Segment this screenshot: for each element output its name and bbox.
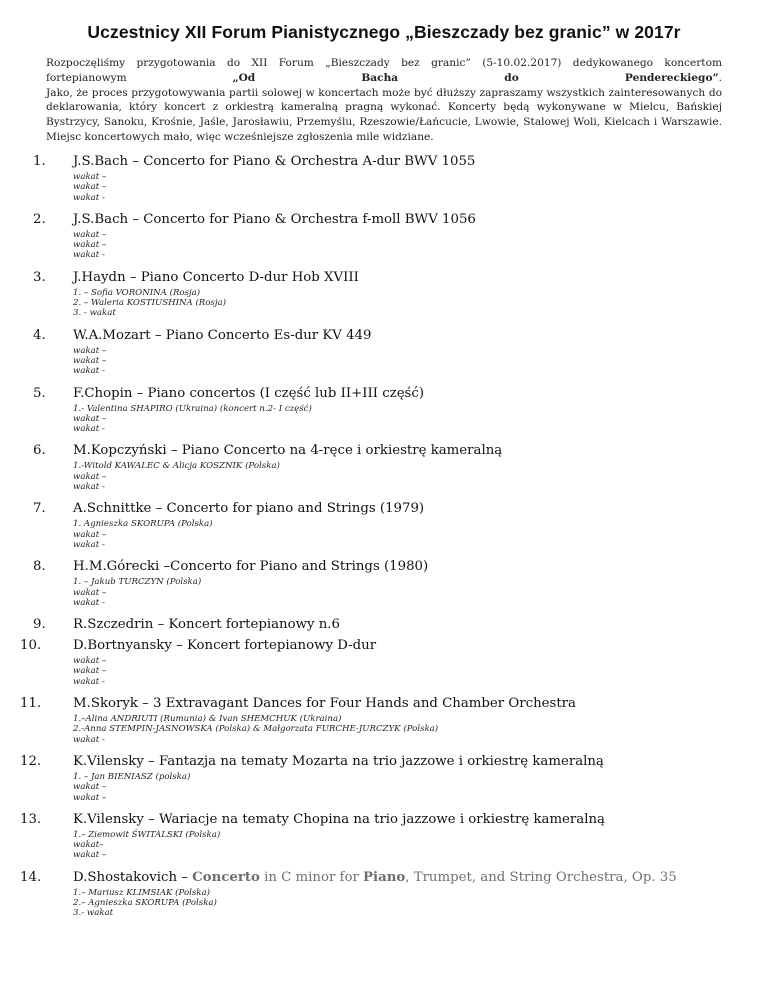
concert-item-number: 11. (20, 696, 42, 712)
participant-entry: 2. – Waleria KOSTIUSHINA (Rosja) (73, 298, 226, 309)
participant-entry: wakat – (73, 850, 107, 861)
concert-item-number: 7. (33, 501, 46, 517)
concert-item-heading (0, 209, 768, 230)
concert-item-number: 9. (33, 617, 46, 633)
participant-entry: 1. – Sofia VORONINA (Rosja) (73, 287, 201, 298)
intro-p1-bold: „Od Bacha do Pendereckiego” (232, 71, 719, 84)
concert-item (0, 325, 768, 383)
concert-item-number: 10. (20, 638, 42, 654)
concert-item-heading (0, 556, 768, 577)
participant-entry: wakat– (73, 840, 104, 851)
concert-item-title-part: D.Shostakovich – (73, 869, 193, 885)
concert-item-title: R.Szczedrin – Koncert fortepianowy n.6 (73, 617, 340, 633)
participant-list (73, 519, 768, 556)
concert-item (0, 635, 768, 693)
page-title: Uczestnicy XII Forum Pianistycznego „Bieszczady bez granic” w 2017r (87, 22, 681, 42)
concert-item-number: 3. (33, 269, 46, 285)
participant-entry: 2.– Agnieszka SKORUPA (Polska) (73, 897, 217, 908)
participant-entry: 3.- wakat (73, 908, 114, 919)
concert-item-number: 14. (20, 869, 42, 885)
participant-entry: wakat – (73, 666, 107, 677)
participant-entry: wakat – (73, 172, 107, 182)
participant-list (73, 461, 768, 498)
concert-item-title: F.Chopin – Piano concertos (I część lub II+III część) (73, 385, 425, 401)
concert-item-heading (0, 267, 768, 288)
concert-item-number: 2. (33, 211, 46, 227)
intro-p1-end: . (718, 71, 722, 84)
participant-entry: wakat – (73, 529, 107, 540)
concert-item-number: 6. (33, 443, 46, 459)
concert-item (0, 267, 768, 325)
concert-item (0, 693, 768, 751)
concert-item (0, 151, 768, 209)
participant-entry: wakat - (73, 366, 105, 377)
participant-list (73, 230, 768, 267)
participant-list (73, 172, 768, 209)
intro-p1-start: Rozpoczęliśmy przygotowania do XII Forum „Bieszczady bez granic” (5-10.02.2017) dedykowanego koncertom fortepianowym (46, 57, 722, 84)
participant-entry: wakat – (73, 413, 107, 424)
participant-entry: wakat – (73, 345, 107, 356)
concert-item-title-part: Piano (363, 869, 406, 885)
participant-entry: wakat - (73, 250, 105, 261)
concert-item-number: 8. (33, 559, 46, 575)
participant-list (73, 656, 768, 693)
participant-entry: wakat – (73, 792, 107, 803)
concert-item (0, 556, 768, 614)
participant-entry: 1.– Ziemowit ŚWITALSKI (Polska) (73, 829, 221, 840)
participant-entry: 1. Agnieszka SKORUPA (Polska) (73, 519, 213, 530)
concert-item-title: D.Bortnyansky – Koncert fortepianowy D-dur (73, 638, 377, 654)
concert-item-heading (0, 809, 768, 830)
participant-list (73, 288, 768, 325)
concert-item (0, 751, 768, 809)
concert-item-heading (0, 867, 768, 888)
concert-item-heading (0, 325, 768, 346)
participant-list (73, 346, 768, 383)
participant-entry: 3. - wakat (73, 308, 116, 319)
concert-item-heading (0, 693, 768, 714)
participant-entry: wakat - (73, 482, 105, 493)
concert-item-title: K.Vilensky – Fantazja na tematy Mozarta na trio jazzowe i orkiestrę kameralną (73, 753, 604, 769)
participant-entry: wakat - (73, 192, 105, 203)
participant-entry: wakat – (73, 240, 107, 251)
concert-item-heading (0, 151, 768, 172)
concert-item (0, 498, 768, 556)
concert-item-number: 12. (20, 753, 42, 769)
concert-item-title (73, 867, 677, 888)
participant-entry: 2.-Anna STEMPIN-JASNOWSKA (Polska) & Małgorzata FURCHE-JURCZYK (Polska) (73, 724, 439, 735)
concert-item-number: 1. (33, 154, 46, 169)
participant-entry: wakat – (73, 782, 107, 793)
concert-item-title: J.Haydn – Piano Concerto D-dur Hob XVIII (73, 269, 359, 285)
concert-item-title-part: , Trumpet, and String Orchestra, Op. 35 (405, 869, 677, 885)
participant-list (73, 404, 768, 441)
participant-entry: wakat - (73, 676, 105, 687)
concert-item-title: H.M.Górecki –Concerto for Piano and Strings (1980) (73, 559, 429, 575)
participant-list (73, 772, 768, 809)
participant-entry: wakat – (73, 656, 107, 667)
concert-item-title: M.Kopczyński – Piano Concerto na 4-ręce i orkiestrę kameralną (73, 443, 503, 459)
concert-item-title: J.S.Bach – Concerto for Piano & Orchestra A-dur BWV 1055 (73, 154, 476, 169)
concert-item-title: A.Schnittke – Concerto for piano and Strings (1979) (73, 501, 425, 517)
participant-entry: 1.-Witold KAWALEC & Alicja KOSZNIK (Polska) (73, 461, 280, 472)
participant-entry: 1. – Jan BIENIASZ (polska) (73, 771, 191, 782)
participant-entry: wakat – (73, 182, 107, 193)
concert-item-heading (0, 440, 768, 461)
concert-item (0, 383, 768, 441)
participant-list (73, 830, 768, 867)
concert-item-title: W.A.Mozart – Piano Concerto Es-dur KV 449 (73, 327, 372, 343)
concert-item-title-part: Concerto (192, 869, 260, 885)
participant-entry: wakat - (73, 424, 105, 435)
concert-item-heading (0, 751, 768, 772)
concert-item-heading (0, 383, 768, 404)
concert-item-number: 5. (33, 385, 46, 401)
participant-entry: 1.– Mariusz KLIMSIAK (Polska) (73, 887, 210, 898)
participant-entry: 1.- Valentina SHAPIRO (Ukraina) (koncert n.2- I część) (73, 403, 312, 414)
participant-entry: wakat - (73, 734, 105, 745)
participant-entry: wakat – (73, 587, 107, 598)
participant-entry: 1.–Alina ANDRIUTI (Rumunia) & Ivan SHEMCHUK (Ukraina) (73, 714, 342, 725)
concert-item-number: 4. (33, 327, 46, 343)
concert-item-title: M.Skoryk – 3 Extravagant Dances for Four Hands and Chamber Orchestra (73, 696, 576, 712)
participant-entry: wakat - (73, 539, 105, 550)
concert-item-heading (0, 614, 768, 635)
concert-item (0, 209, 768, 267)
concert-item-heading (0, 635, 768, 656)
participant-list (73, 577, 768, 614)
concert-item-number: 13. (20, 811, 42, 827)
intro-paragraph-1 (46, 56, 722, 86)
concert-item (0, 440, 768, 498)
concert-list (0, 151, 768, 925)
participant-entry: wakat – (73, 355, 107, 366)
intro-paragraph-2: Jako, że proces przygotowywania partii solowej w koncertach może być dłuższy zapraszamy wszystkich zainteresowanych do deklarowania, który koncert z orkiestrą kameralną pragną wykonać. Koncerty będą wykonywane w Mielcu, Bańskiej Bystrzycy, Sanoku, Krośnie, Jaśle, Jarosławiu, Przemyślu, Rzeszowie/Łańcucie, Lwowie, Stalowej Woli, Kielcach i Warszawie. Miejsc koncertowych mało, więc wcześniejsze zgłoszenia mile widziane. (46, 86, 722, 143)
concert-item-title: K.Vilensky – Wariacje na tematy Chopina na trio jazzowe i orkiestrę kameralną (73, 811, 605, 827)
concert-item (0, 809, 768, 867)
participant-entry: 1. – Jakub TURCZYN (Polska) (73, 577, 202, 588)
participant-list (73, 888, 768, 925)
concert-item-heading (0, 498, 768, 519)
concert-item (0, 867, 768, 925)
participant-entry: wakat - (73, 597, 105, 608)
concert-item-title-part: in C minor for (259, 869, 364, 885)
participant-list (73, 714, 768, 751)
concert-item-title: J.S.Bach – Concerto for Piano & Orchestra f-moll BWV 1056 (73, 211, 476, 227)
concert-item (0, 614, 768, 635)
intro-text (46, 56, 722, 145)
participant-entry: wakat – (73, 229, 107, 240)
participant-entry: wakat – (73, 471, 107, 482)
